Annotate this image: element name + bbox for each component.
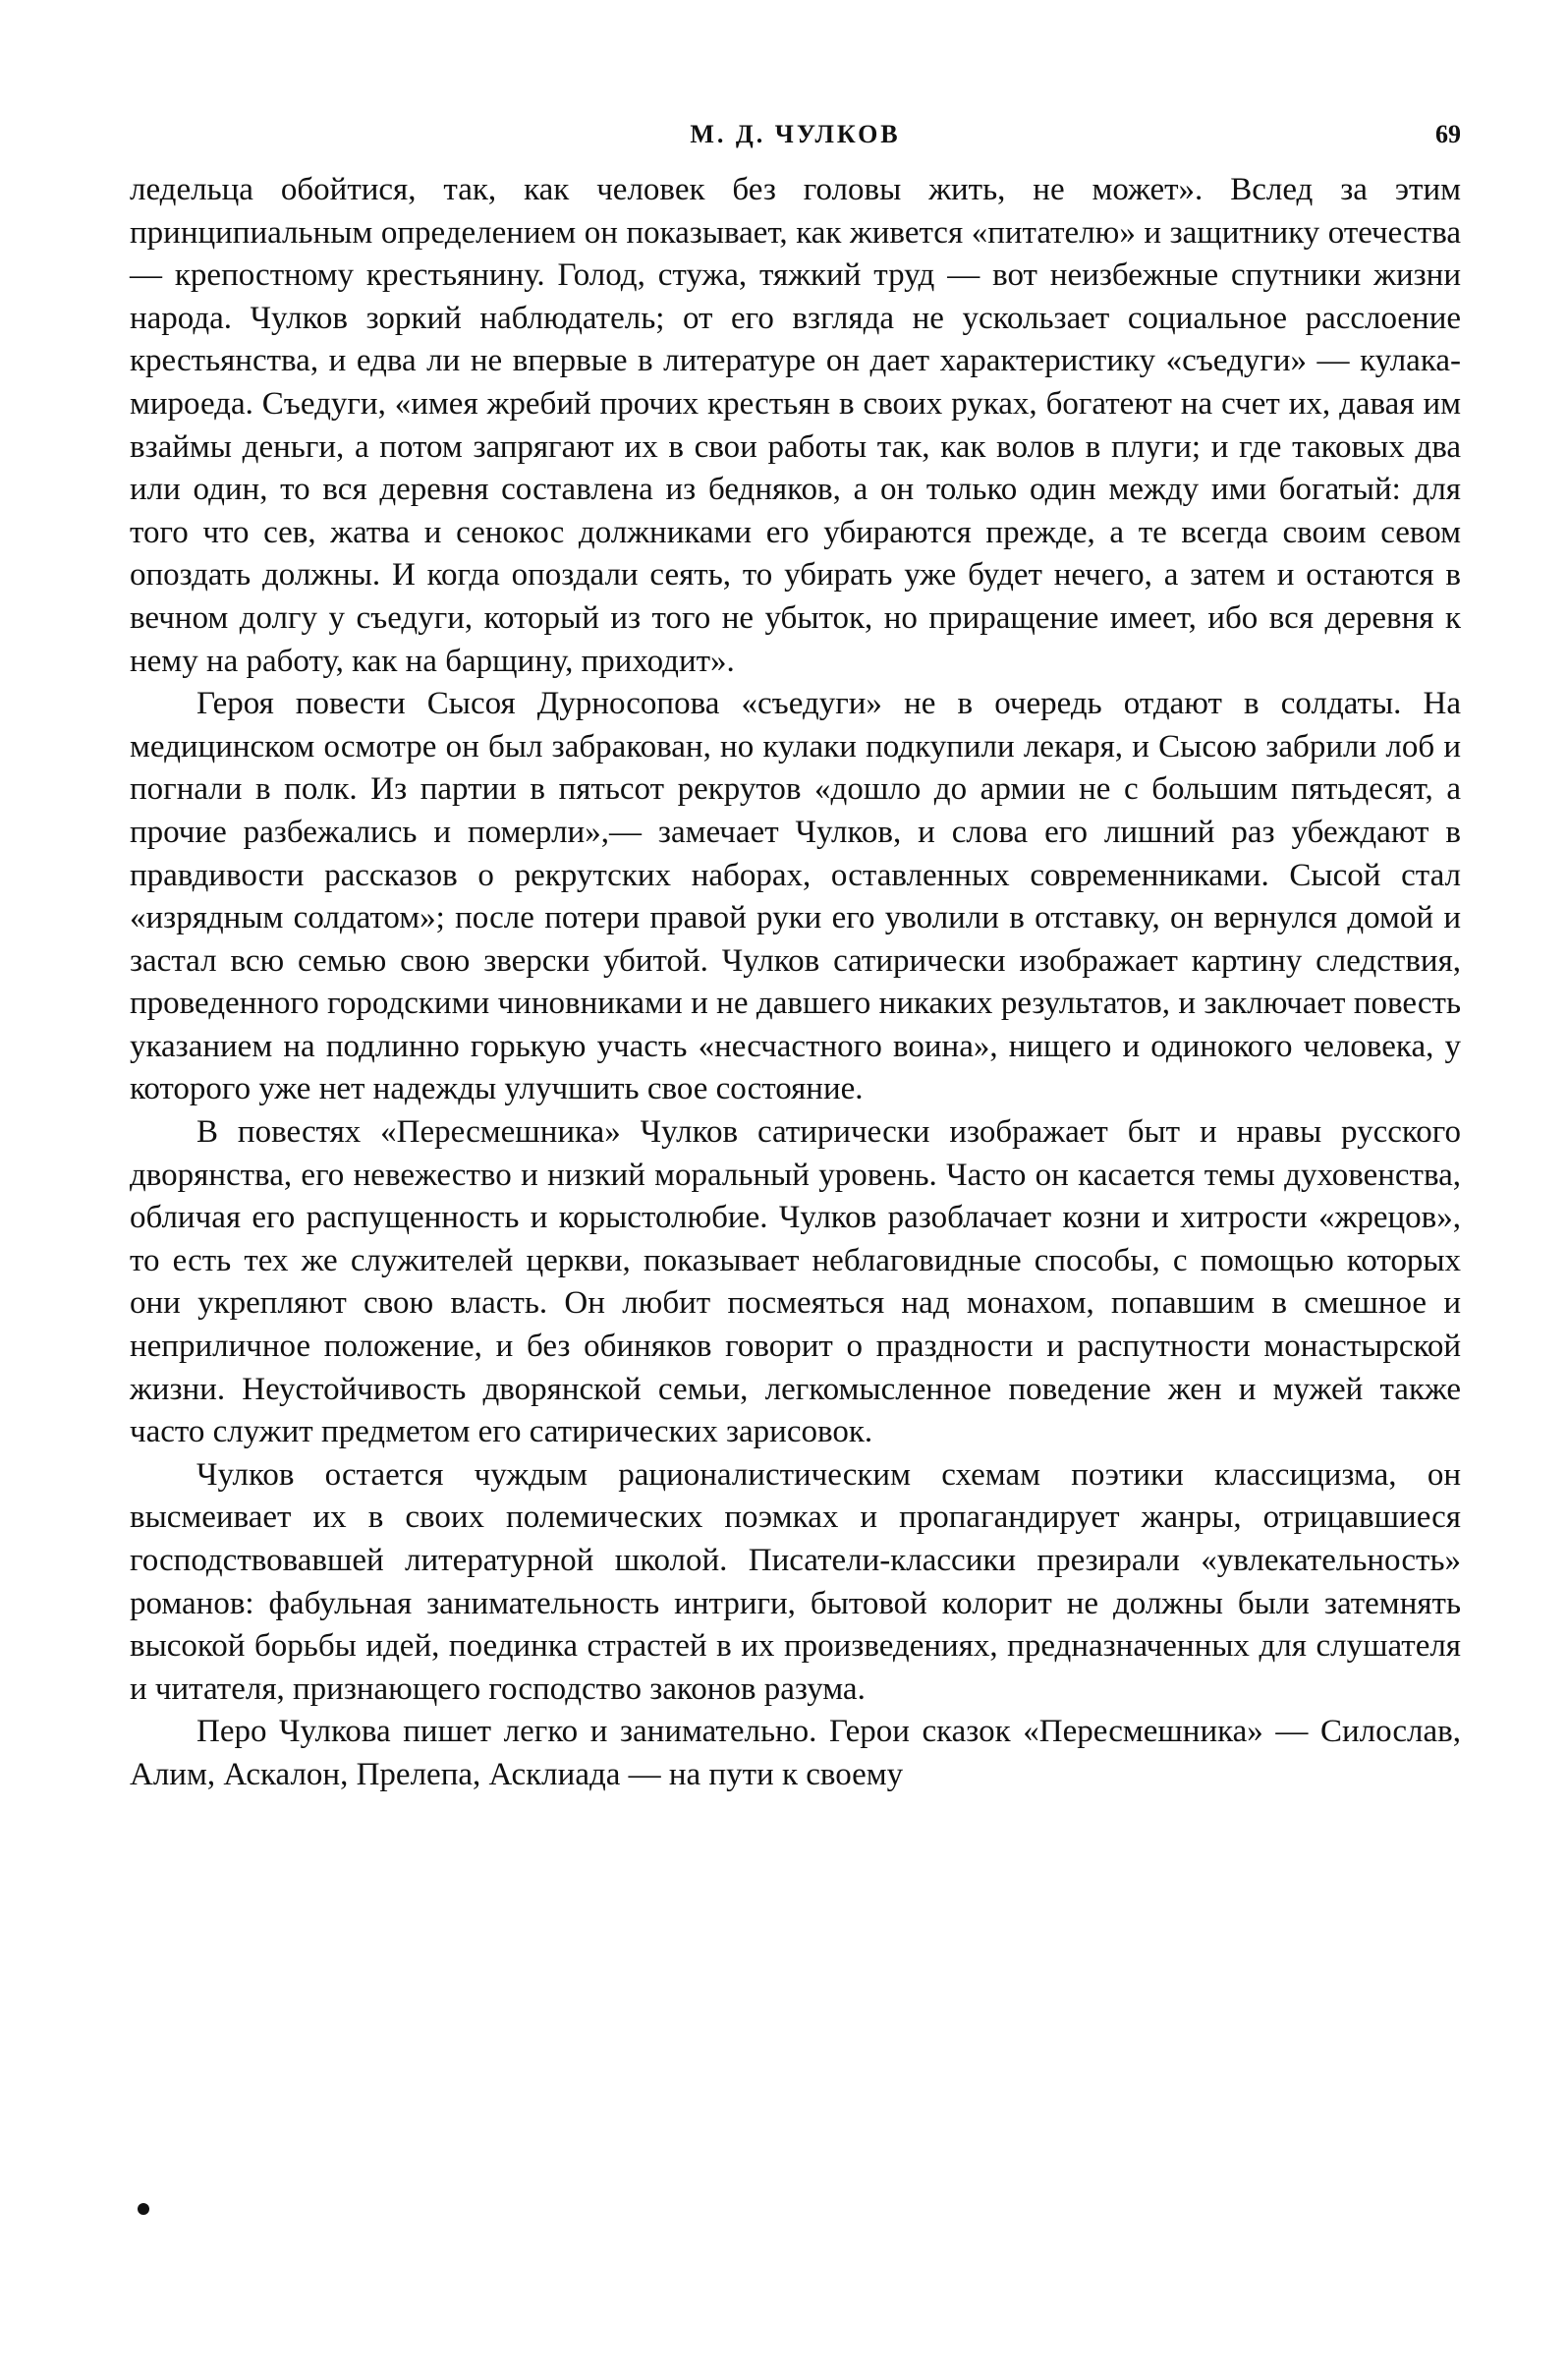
paragraph-4: Чулков остается чуждым рационалистическим схемам поэтики классицизма, он высмеивает их в своих полемических поэмках и пропагандирует жанры, отрицавшиеся господствовавшей литературной школой. Писатели-классики презирали «увлекательность» романов: фабульная занимательность интриги, бытовой колорит не должны были затемнять высокой борьбы идей, поединка страстей в их произведениях, предназначенных для слушателя и читателя, признающего господство законов разума. xyxy=(130,1456,1461,1707)
paragraph-1: ледельца обойтися, так, как человек без головы жить, не может». Вслед за этим принципиальным определением он показывает, как живется «питателю» и защитнику отечества — крепостному крестьянину. Голод, стужа, тяжкий труд — вот неизбежные спутники жизни народа. Чулков зоркий наблюдатель; от его взгляда не ускользает социальное расслоение крестьянства, и едва ли не впервые в литературе он дает характеристику «съедуги» — кулака-мироеда. Съедуги, «имея жребий прочих крестьян в своих руках, богатеют на счет их, давая им взаймы деньги, а потом запрягают их в свои работы так, как волов в плуги; и где таковых два или один, то вся деревня составлена из бедняков, а он только один между ими богатый: для того что сев, жатва и сенокос должниками его убираются прежде, а те всегда своим севом опоздать должны. И когда опоздали сеять, то убирать уже будет нечего, а затем и остаются в вечном долгу у съедуги, который из того не убыток, но приращение имеет, ибо вся деревня к нему на работу, как на барщину, приходит». xyxy=(130,172,1461,679)
body-text xyxy=(130,169,1461,1797)
running-head xyxy=(130,110,1461,169)
paragraph-2: Героя повести Сысоя Дурносопова «съедуги» не в очередь отдают в солдаты. На медицинском осмотре он был забракован, но кулаки подкупили лекаря, и Сысою забрили лоб и погнали в полк. Из партии в пятьсот рекрутов «дошло до армии не с большим пятьдесят, а прочие разбежались и померли»,— замечает Чулков, и слова его лишний раз убеждают в правдивости рассказов о рекрутских наборах, оставленных современниками. Сысой стал «изрядным солдатом»; после потери правой руки его уволили в отставку, он вернулся домой и застал всю семью свою зверски убитой. Чулков сатирически изображает картину следствия, проведенного городскими чиновниками и не давшего никаких результатов, и заключает повесть указанием на подлинно горькую участь «несчастного воина», нищего и одинокого человека, у которого уже нет надежды улучшить свое состояние. xyxy=(130,686,1461,1107)
book-page xyxy=(130,110,1461,2272)
page-number: 69 xyxy=(1435,120,1461,148)
running-head-title: М. Д. ЧУЛКОВ xyxy=(690,120,901,148)
paragraph-5: Перо Чулкова пишет легко и занимательно. Герои сказок «Пересмешника» — Силослав, Алим, Аскалон, Прелепа, Асклиада — на пути к своему xyxy=(130,1714,1461,1792)
signature-mark xyxy=(138,2203,149,2215)
paragraph-3: В повестях «Пересмешника» Чулков сатирически изображает быт и нравы русского дворянства, его невежество и низкий моральный уровень. Часто он касается темы духовенства, обличая его распущенность и корыстолюбие. Чулков разоблачает козни и хитрости «жрецов», то есть тех же служителей церкви, показывает неблаговидные способы, с помощью которых они укрепляют свою власть. Он любит посмеяться над монахом, попавшим в смешное и неприличное положение, и без обиняков говорит о праздности и распутности монастырской жизни. Неустойчивость дворянской семьи, легкомысленное поведение жен и мужей также часто служит предметом его сатирических зарисовок. xyxy=(130,1114,1461,1450)
